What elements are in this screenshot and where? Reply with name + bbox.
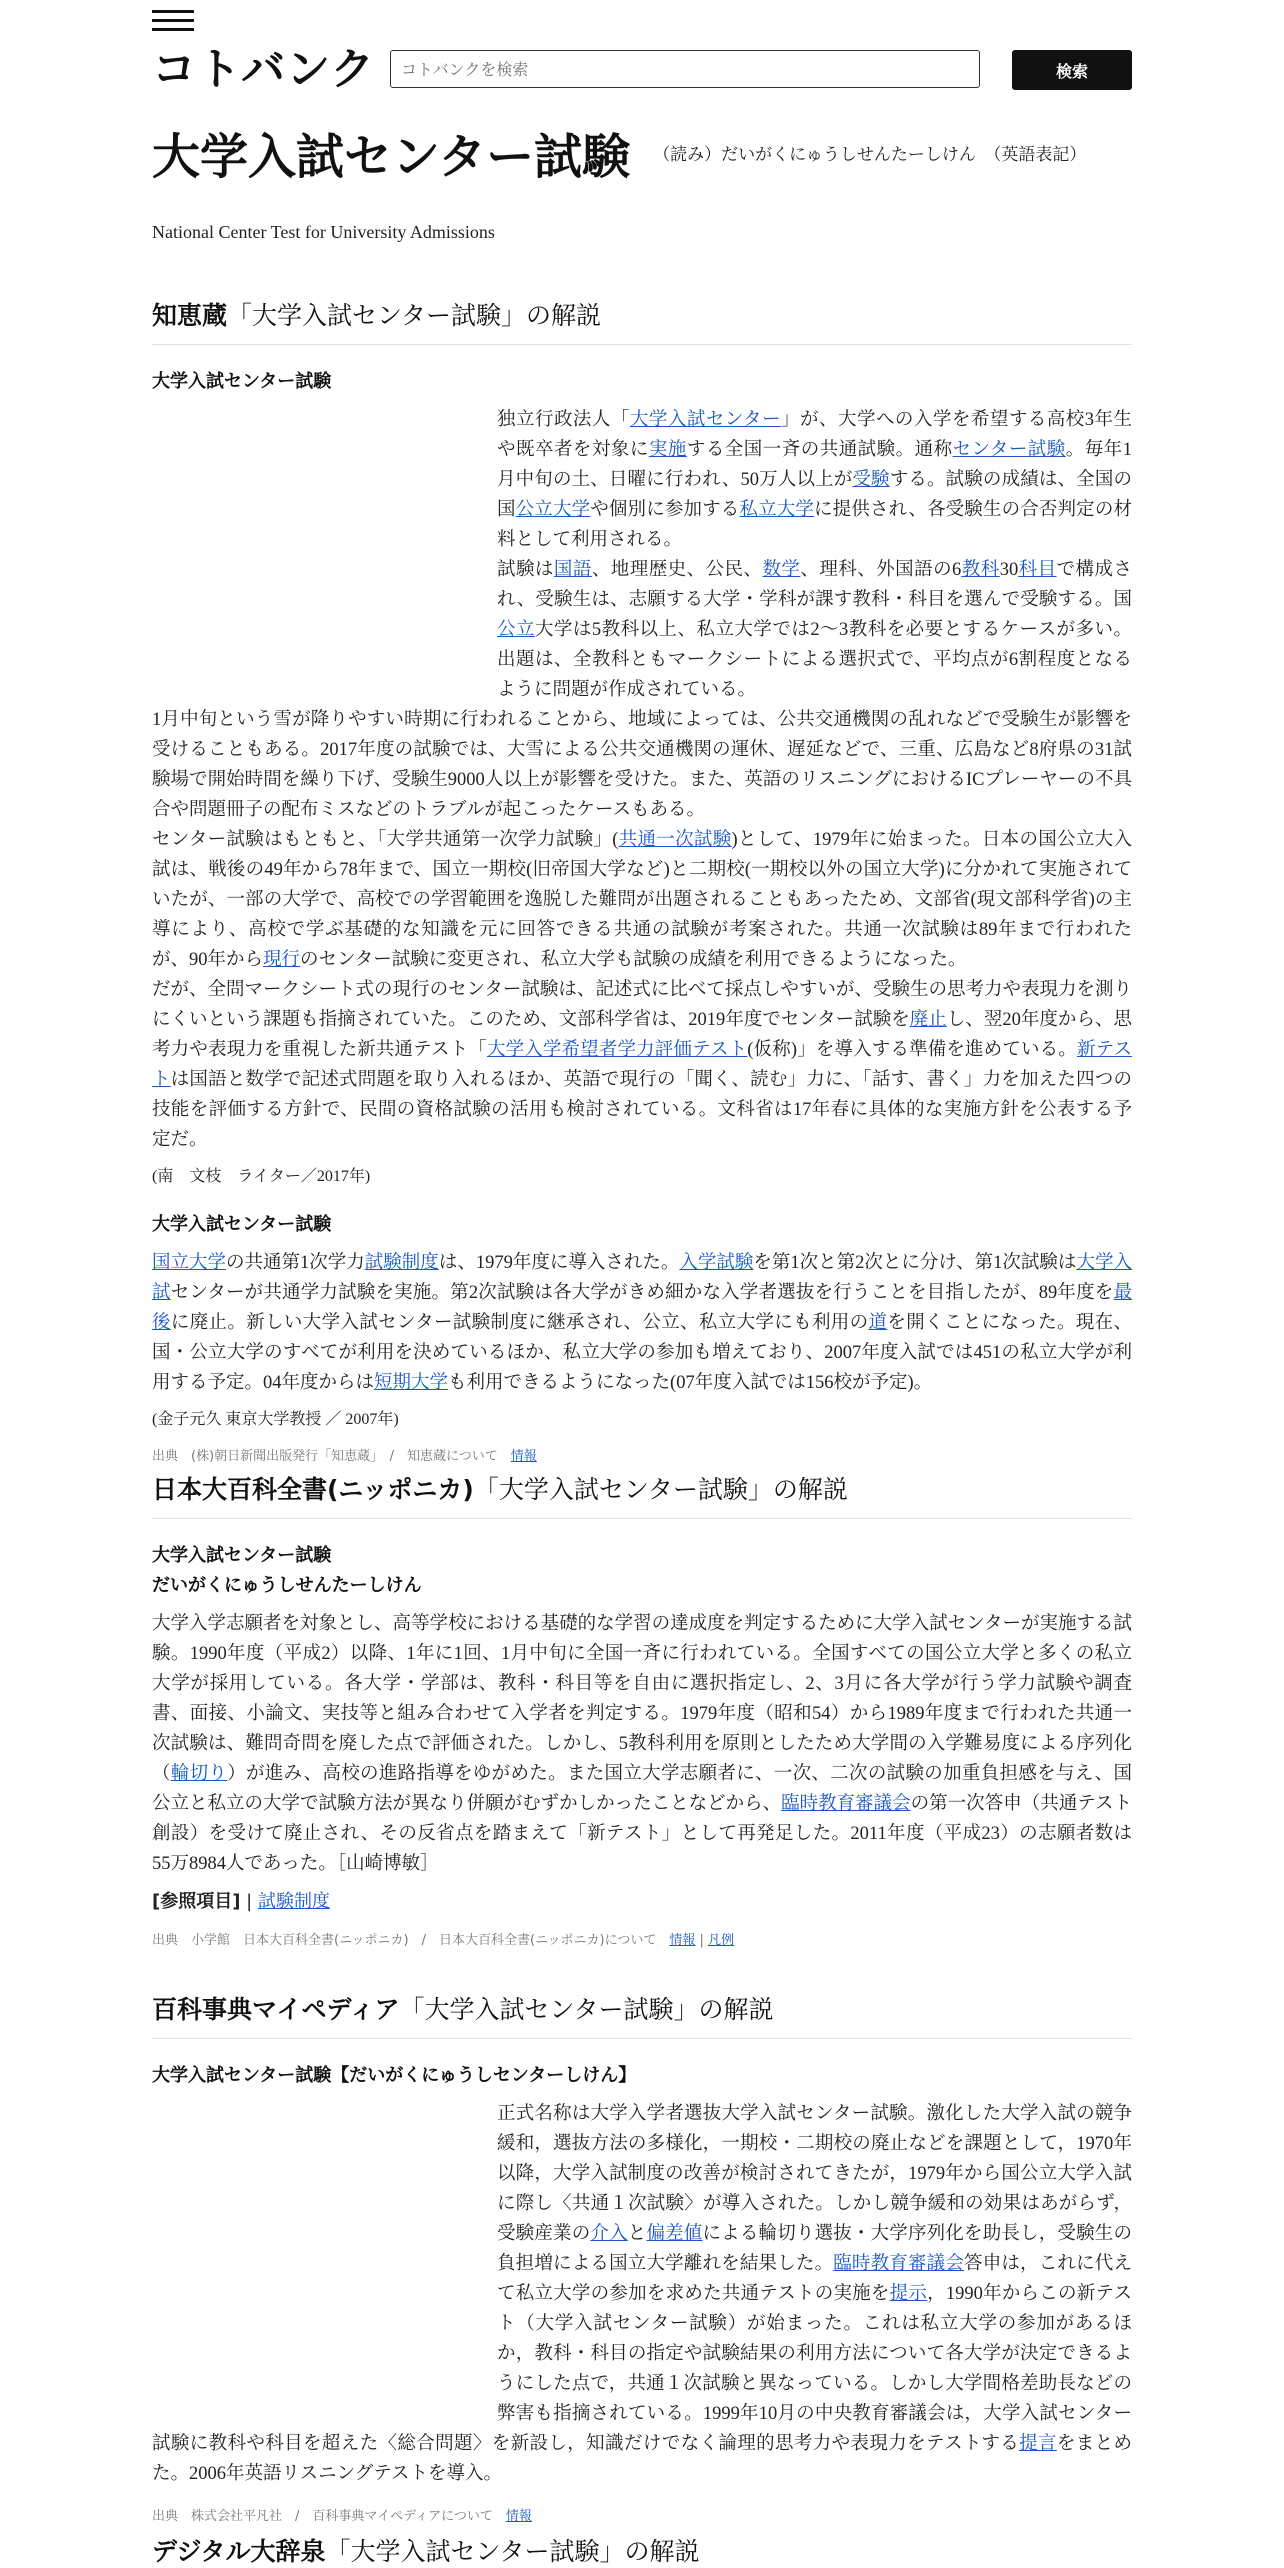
text-run: の第一次答申（共通テスト創設）を受けて廃止され、その反省点を踏まえて「新テスト」として再発足した。2011年度（平成23）の志願者数は55万8984人であった。［山崎博敏］ [152,1794,1132,1874]
source-separator: | [695,1933,709,1948]
title-reading: （読み）だいがくにゅうしせんたーしけん （英語表記） [653,145,1087,165]
section-heading [152,1470,1132,1519]
source-name: 知恵蔵 [152,301,228,330]
reference-separator: | [240,1891,258,1912]
source-text: 出典 株式会社平凡社 / 百科事典マイペディアについて [152,2509,493,2524]
text-run: をまとめた。2006年英語リスニングテストを導入。 [152,2434,1132,2484]
text-run: と [627,2224,647,2244]
text-run: で構成され、受験生は、志願する大学・学科が課す教科・科目を選んで受験する。国 [497,560,1132,610]
heading-rest: 「大学入試センター試験」の解説 [473,1475,848,1504]
term-link[interactable]: 数学 [762,560,801,580]
term-link[interactable]: 提言 [1019,2434,1057,2454]
term-link[interactable]: 新テスト [152,1040,1132,1090]
source-name: 日本大百科全書(ニッポニカ) [152,1475,474,1504]
section-heading [152,1990,1132,2039]
text-run: を開くことになった。現在、国・公立大学のすべてが利用を決めているほか、私立大学の参加も増えており、2007年度入試では451の私立大学が利用する予定。04年度からは [152,1313,1132,1393]
term-link[interactable]: 大学入試センター [629,410,782,430]
term-link[interactable]: 最後 [152,1283,1132,1333]
section-chiezo [152,296,1132,1464]
text-run: ，1990年からこの新テスト（大学入試センター試験）が始まった。これは私立大学の参加があるほか，教科・科目の指定や試験結果の利用方法について各大学が決定できるようにした点で，共通１次試験と異なっている。しかし大学間格差助長などの弊害も指摘されている。1999年10月の中央教育審議会は，大学入試センター試験に教科や科目を超えた〈総合問題〉を新設し，知識だけでなく論理的思考力や表現力をテストする [152,2284,1132,2454]
source-legend-link[interactable]: 凡例 [708,1933,735,1948]
search-input[interactable] [390,50,980,88]
site-logo[interactable]: コトバンク [152,44,376,95]
text-run: センター試験はもともと、「大学共通第一次学力試験」( [152,830,619,850]
paragraph [152,825,1132,975]
text-run: 、地理歴史、公民、 [591,560,763,580]
title-row [152,118,1132,187]
term-link[interactable]: 廃止 [909,1010,947,1030]
term-link[interactable]: 大学入学希望者学力評価テスト [486,1040,748,1060]
text-run: 」が、大学への入学を希望する高校3年生や既卒者を対象に [497,410,1132,460]
source-info-link[interactable]: 情報 [505,2509,532,2524]
source-line [152,1929,1132,1948]
term-link[interactable]: 現行 [263,950,301,970]
entry-subtitle: 大学入試センター試験 [152,1214,332,1235]
term-link[interactable]: 共通一次試験 [618,830,732,850]
term-link[interactable]: 国立大学 [152,1253,227,1273]
term-link[interactable]: 短期大学 [374,1373,449,1393]
section-mypedia [152,1990,1132,2524]
page-title: 大学入試センター試験 [152,129,631,185]
text-run: ）が進み、高校の進路指導をゆがめた。また国立大学志願者に、一次、二次の試験の加重負担感を与え、国公立と私立の大学で試験方法が異なり併願がむずかしかったことなどから、 [152,1764,1132,1814]
author-credit: (金子元久 東京大学教授 ／ 2007年) [152,1411,399,1428]
term-link[interactable]: 国語 [553,560,592,580]
heading-rest: 「大学入試センター試験」の解説 [399,1995,774,2024]
text-run: 。毎年1月中旬の土、日曜に行われ、50万人以上が [497,440,1132,490]
menu-icon[interactable] [152,10,194,34]
term-link[interactable]: 私立大学 [739,500,815,520]
term-link[interactable]: 大学入試 [152,1253,1132,1303]
term-link[interactable]: 提示 [889,2284,928,2304]
search-button[interactable]: 検索 [1012,50,1132,90]
reference-label: [参照項目] [152,1891,241,1912]
term-link[interactable]: 受験 [852,470,890,490]
entry-reading: だいがくにゅうしせんたーしけん [152,1575,422,1596]
term-link[interactable]: 輪切り [170,1764,228,1784]
text-run: (仮称)」を導入する準備を進めている。 [747,1040,1077,1060]
paragraph [152,705,1132,825]
term-link[interactable]: 公立 [497,620,535,640]
source-info-link[interactable]: 情報 [669,1933,696,1948]
text-run: に廃止。新しい大学入試センター試験制度に継承され、公立、私立大学にも利用の [170,1313,869,1333]
text-run: 答申は，これに代えて私立大学の参加を求めた共通テストの実施を [497,2254,1132,2304]
entry-subtitle: 大学入試センター試験【だいがくにゅうしセンターしけん】 [152,2065,637,2086]
source-info-link[interactable]: 情報 [510,1449,537,1464]
term-link[interactable]: 偏差値 [646,2224,703,2244]
reference-items [152,1887,1132,1913]
source-text: 出典 小学館 日本大百科全書(ニッポニカ) / 日本大百科全書(ニッポニカ)について [152,1933,657,1948]
text-run: は、1979年度に導入された。 [438,1253,680,1273]
text-run: や個別に参加する [590,500,740,520]
text-run: 大学入学志願者を対象とし、高等学校における基礎的な学習の達成度を判定するために大学入試センターが実施する試験。1990年度（平成2）以降、1年に1回、1月中旬に全国一斉に行われている。全国すべての国公立大学と多くの私立大学が採用している。各大学・学部は、教科・科目等を自由に選択指定し、2、3月に各大学が行う学力試験や調査書、面接、小論文、実技等と組み合わせて入学者を判定する。1979年度（昭和54）から1989年度まで行われた共通一次試験は、難問奇問を廃した点で評価された。しかし、5教科利用を原則としたため大学間の入学難易度による序列化（ [152,1614,1132,1784]
text-run: は国語と数学で記述式問題を取り入れるほか、英語で現行の「聞く、読む」力に、「話す、書く」力を加えた四つの技能を評価する方針で、民間の資格試験の活用も検討されている。文科省は17年春に具体的な実施方針を公表する予定だ。 [152,1070,1132,1150]
term-link[interactable]: 実施 [648,440,687,460]
text-run: による輪切り選抜・大学序列化を助長し，受験生の負担増による国立大学離れを結果した。 [497,2224,1132,2274]
term-link[interactable]: センター試験 [952,440,1066,460]
term-link[interactable]: 教科 [961,560,1000,580]
text-run: 正式名称は大学入学者選抜大学入試センター試験。激化した大学入試の競争緩和，選抜方法の多様化，一期校・二期校の廃止などを課題として，1970年以降，大学入試制度の改善が検討されてきたが，1979年から国公立大学入試に際し〈共通１次試験〉が導入された。しかし競争緩和の効果はあがらず，受験産業の [497,2104,1132,2244]
author-credit: (南 文枝 ライター／2017年) [152,1168,371,1185]
text-run: 30 [999,560,1019,580]
float-spacer [152,2099,497,2409]
source-name: デジタル大辞泉 [152,2537,326,2566]
text-run: 独立行政法人「 [497,410,630,430]
section-heading [152,2532,1132,2568]
source-line [152,1445,1132,1464]
reference-link[interactable]: 試験制度 [257,1891,330,1911]
text-run: センターが共通学力試験を実施。第2次試験は各大学がきめ細かな入学者選抜を行うことを目指したが、89年度を [170,1283,1114,1303]
entry-subtitle: 大学入試センター試験 [152,371,332,392]
source-text: 出典 (株)朝日新聞出版発行「知恵蔵」 / 知恵蔵について [152,1449,498,1464]
heading-rest: 「大学入試センター試験」の解説 [227,301,602,330]
text-run: も利用できるようになった(07年度入試では156校が予定)。 [448,1373,933,1393]
float-spacer [152,405,497,695]
source-line [152,2505,1132,2524]
term-link[interactable]: 入学試験 [679,1253,754,1273]
heading-rest: 「大学入試センター試験」の解説 [325,2537,700,2566]
text-run: の共通第1次学力 [226,1253,365,1273]
source-name: 百科事典マイペディア [152,1995,400,2024]
term-link[interactable]: 道 [868,1313,888,1333]
section-daijisen [152,2532,1132,2568]
article-body [152,2099,1132,2489]
entry-subtitle: 大学入試センター試験 [152,1545,332,1566]
text-run: に提供され、各受験生の合否判定の材料として利用される。 [497,500,1132,550]
term-link[interactable]: 公立大学 [515,500,591,520]
paragraph [152,975,1132,1155]
text-run: し、翌20年度から、思考力や表現力を重視した新共通テスト「 [152,1010,1132,1060]
term-link[interactable]: 介入 [590,2224,628,2244]
paragraph [152,1609,1132,1879]
term-link[interactable]: 試験制度 [364,1253,439,1273]
paragraph [152,1248,1132,1398]
section-nipponica [152,1470,1132,1948]
text-run: )として、1979年に始まった。日本の国公立大入試は、戦後の49年から78年まで、国立一期校(旧帝国大学など)と二期校(一期校以外の国立大学)に分かれて実施されていたが、一部の大学で、高校での学習範囲を逸脱した難問が出題されることもあったため、文部省(現文部科学省)の主導により、高校で学ぶ基礎的な知識を元に回答できる共通の試験が考案された。共通一次試験は89年まで行われたが、90年から [152,830,1132,970]
text-run: 大学は5教科以上、私立大学では2～3教科を必要とするケースが多い。出題は、全教科ともマークシートによる選択式で、平均点が6割程度となるように問題が作成されている。 [497,620,1132,700]
term-link[interactable]: 臨時教育審議会 [833,2254,965,2274]
article-body [152,405,1132,1155]
text-run: だが、全問マークシート式の現行のセンター試験は、記述式に比べて採点しやすいが、受験生の思考力や表現力を測りにくいという課題も指摘されていた。このため、文部科学省は、2019年度でセンター試験を [152,980,1132,1030]
text-run: のセンター試験に変更され、私立大学も試験の成績を利用できるようになった。 [300,950,967,970]
term-link[interactable]: 科目 [1018,560,1057,580]
text-run: 1月中旬という雪が降りやすい時期に行われることから、地域によっては、公共交通機関の乱れなどで受験生が影響を受けることもある。2017年度の試験では、大雪による公共交通機関の運休、遅延などで、三重、広島など8府県の31試験場で開始時間を繰り下げ、受験生9000人以上が影響を受けた。また、英語のリスニングにおけるICプレーヤーの不具合や問題冊子の配布ミスなどのトラブルが起こったケースもある。 [152,710,1132,820]
term-link[interactable]: 臨時教育審議会 [781,1794,911,1814]
text-run: する全国一斉の共通試験。通称 [686,440,953,460]
english-title: National Center Test for University Admissions [152,222,495,242]
text-run: する。試験の成績は、全国の国 [497,470,1132,520]
text-run: 、理科、外国語の6 [800,560,962,580]
section-heading [152,296,1132,345]
text-run: を第1次と第2次とに分け、第1次試験は [753,1253,1077,1273]
text-run: 試験は [497,560,554,580]
